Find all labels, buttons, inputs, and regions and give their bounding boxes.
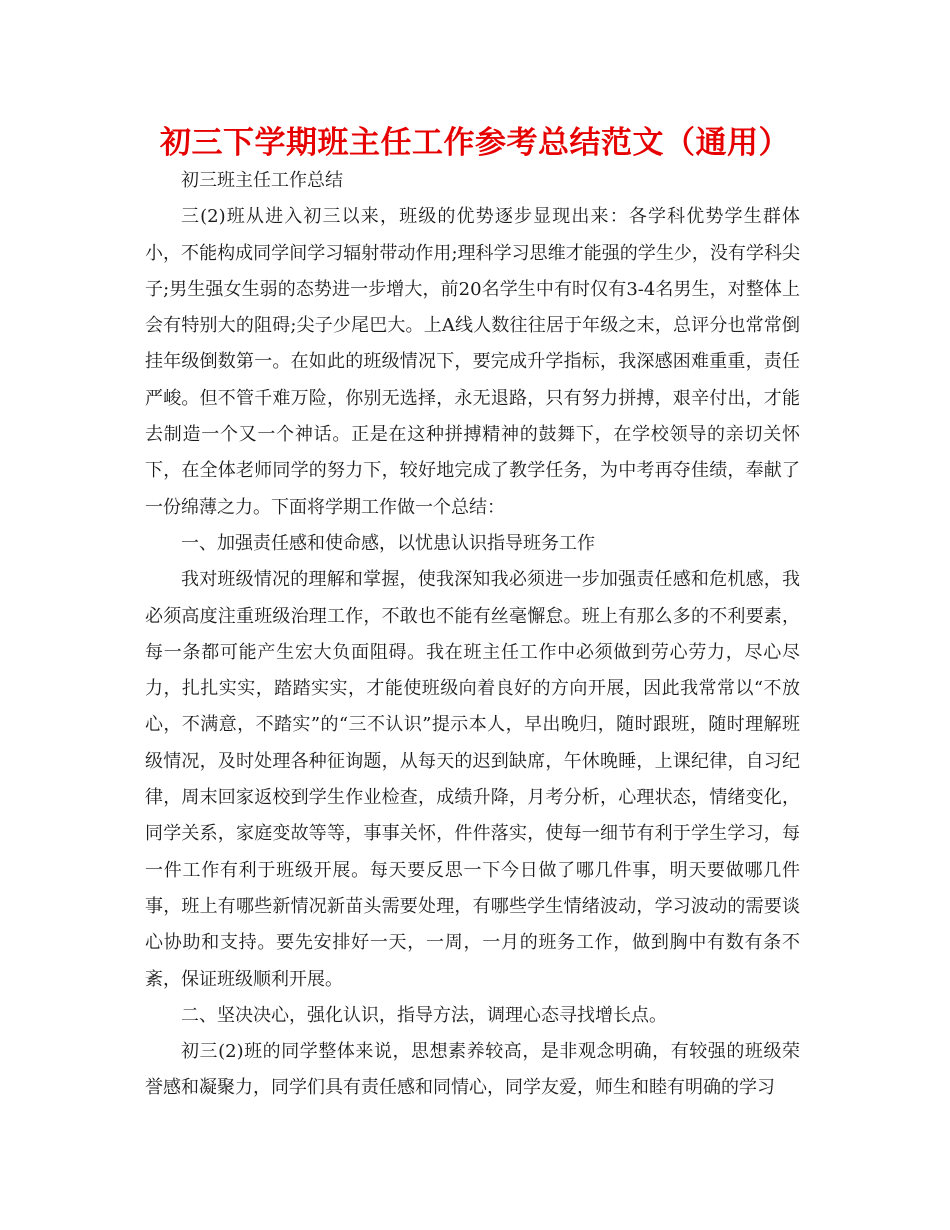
section-heading-1: 一、加强责任感和使命感，以忧患认识指导班务工作 [181, 532, 595, 554]
document-title: 初三下学期班主任工作参考总结范文（通用） [160, 125, 790, 161]
section-subtitle: 初三班主任工作总结 [181, 170, 343, 191]
body-paragraph: 初三(2)班的同学整体来说，思想素养较高，是非观念明确，有较强的班级荣誉感和凝聚力，同学们具有责任感和同情心，同学友爱，师生和睦有明确的学习 [145, 1041, 800, 1099]
body-paragraph: 我对班级情况的理解和掌握，使我深知我必须进一步加强责任感和危机感，我必须高度注重班级治理工作，不敢也不能有丝毫懈怠。班上有那么多的不利要素，每一条都可能产生宏大负面阻碍。我在班主任工作中必须做到劳心劳力，尽心尽力，扎扎实实，踏踏实实，才能使班级向着良好的方向开展，因此我常常以“不放心，不满意，不踏实”的“三不认识”提示本人，早出晚归，随时跟班，随时理解班级情况，及时处理各种征询题，从每天的迟到缺席，午休晚睡，上课纪律，自习纪律，周末回家返校到学生作业检查，成绩升降，月考分析，心理状态，情绪变化，同学关系，家庭变故等等，事事关怀，件件落实，使每一细节有利于学生学习，每一件工作有利于班级开展。每天要反思一下今日做了哪几件事，明天要做哪几件事，班上有哪些新情况新苗头需要处理，有哪些学生情绪波动，学习波动的需要谈心协助和支持。要先安排好一天，一周，一月的班务工作，做到胸中有数有条不紊，保证班级顺利开展。 [145, 569, 800, 990]
body-paragraph: 三(2)班从进入初三以来，班级的优势逐步显现出来：各学科优势学生群体小，不能构成同学间学习辐射带动作用;理科学习思维才能强的学生少，没有学科尖子;男生强女生弱的态势进一步增大，前20名学生中有时仅有3-4名男生，对整体上会有特别大的阻碍;尖子少尾巴大。上A线人数往往居于年级之末，总评分也常常倒挂年级倒数第一。在如此的班级情况下，要完成升学指标，我深感困难重重，责任严峻。但不管千难万险，你别无选择，永无退路，只有努力拼搏，艰辛付出，才能去制造一个又一个神话。正是在这种拼搏精神的鼓舞下，在学校领导的亲切关怀下，在全体老师同学的努力下，较好地完成了教学任务，为中考再夺佳绩，奉献了一份绵薄之力。下面将学期工作做一个总结： [145, 206, 800, 518]
document-body [145, 163, 800, 1107]
section-heading-2: 二、坚决决心，强化认识，指导方法，调理心态寻找增长点。 [181, 1004, 667, 1026]
